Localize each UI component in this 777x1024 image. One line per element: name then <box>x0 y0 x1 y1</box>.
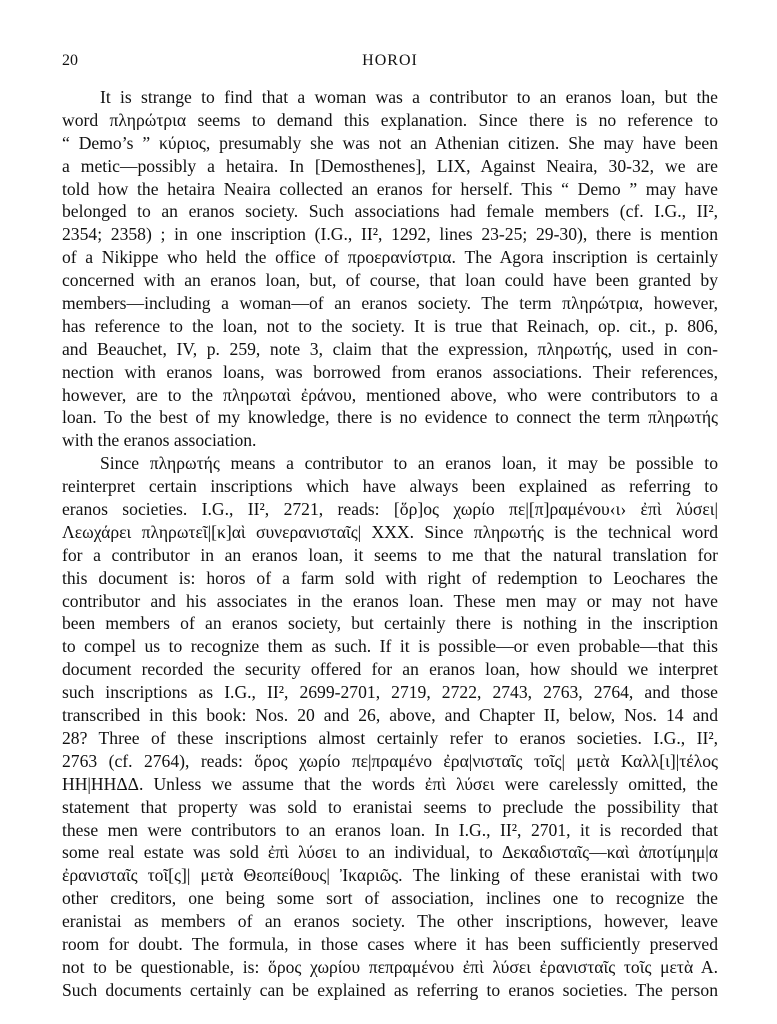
text-line: some real estate was sold ἐπὶ λύσει to an individual, to Δεκαδισταῖς—καὶ ἀποτίμημ|α <box>62 842 718 863</box>
text-line: been members of an eranos society, but certainly there is nothing in the inscription <box>62 613 718 634</box>
text-line: reinterpret certain inscriptions which have always been explained as referring to <box>62 476 718 497</box>
text-line: belonged to an eranos society. Such associations had female members (cf. I.G., II², <box>62 201 718 222</box>
text-line: Λεωχάρει πληρωτεῖ|[κ]αὶ συνερανισταῖς| XXX. Since πληρωτής is the technical word <box>62 521 718 542</box>
text-line: room for doubt. The formula, in those cases where it has been sufficiently preserved <box>62 933 718 954</box>
text-line: 2354; 2358) ; in one inscription (I.G., II², 1292, lines 23-25; 29-30), there is mention <box>62 224 718 245</box>
text-line: of a Nikippe who held the office of προερανίστρια. The Agora inscription is certainly <box>62 247 718 268</box>
text-line: told how the hetaira Neaira collected an eranos for herself. This “ Demo ” may have <box>62 178 718 199</box>
text-line: for a contributor in an eranos loan, it seems to me that the natural translation for <box>62 544 718 565</box>
text-line: other creditors, one being some sort of association, inclines one to recognize the <box>62 888 718 909</box>
text-line: such inscriptions as I.G., II², 2699-2701, 2719, 2722, 2743, 2763, 2764, and those <box>62 682 718 703</box>
text-line: Since πληρωτής means a contributor to an eranos loan, it may be possible to <box>100 453 718 474</box>
text-line: this document is: horos of a farm sold with right of redemption to Leochares the <box>62 567 718 588</box>
text-line: “ Demo’s ” κύριος, presumably she was not an Athenian citizen. She may have been <box>62 132 718 153</box>
text-line: statement that property was sold to eranistai seems to preclude the possibility that <box>62 796 718 817</box>
running-title: HOROI <box>362 52 418 69</box>
text-line: loan. To the best of my knowledge, there is no evidence to connect the term πληρωτής <box>62 407 718 428</box>
running-head <box>62 50 718 72</box>
text-line: to compel us to recognize them as such. If it is possible—or even probable—that this <box>62 636 718 657</box>
text-line: has reference to the loan, not to the society. It is true that Reinach, op. cit., p. 806, <box>62 315 718 336</box>
text-line: not to be questionable, is: ὅρος χωρίου πεπραμένου ἐπὶ λύσει ἐρανισταῖς τοῖς μετὰ Α. <box>62 956 718 977</box>
text-line: transcribed in this book: Nos. 20 and 26, above, and Chapter II, below, Nos. 14 and <box>62 705 718 726</box>
text-line: with the eranos association. <box>62 430 257 451</box>
body-text <box>62 86 718 1002</box>
text-line: a metic—possibly a hetaira. In [Demosthenes], LIX, Against Neaira, 30-32, we are <box>62 155 718 176</box>
text-line: however, are to the πληρωταὶ ἐράνου, mentioned above, who were contributors to a <box>62 384 718 405</box>
text-line: 2763 (cf. 2764), reads: ὅρος χωρίο πε|πραμένο ἐρα|νισταῖς τοῖς| μετὰ Καλλ[ι]|τέλος <box>62 750 718 771</box>
text-line: ΗΗ|ΗΗΔΔ. Unless we assume that the words ἐπὶ λύσει were carelessly omitted, the <box>62 773 718 794</box>
text-line: eranistai as members of an eranos society. The other inscriptions, however, leave <box>62 911 718 932</box>
text-line: eranos societies. I.G., II², 2721, reads: [ὅρ]ος χωρίο πε|[π]ραμένου‹ι› ἐπὶ λύσει| <box>62 499 718 520</box>
text-line: document recorded the security offered for an eranos loan, how should we interpret <box>62 659 718 680</box>
text-line: and Beauchet, IV, p. 259, note 3, claim that the expression, πληρωτής, used in con- <box>62 338 718 359</box>
text-line: 28? Three of these inscriptions almost certainly refer to eranos societies. I.G., II², <box>62 727 718 748</box>
text-line: nection with eranos loans, was borrowed from eranos associations. Their references, <box>62 361 718 382</box>
page-number: 20 <box>62 52 78 69</box>
text-line: ἐρανισταῖς τοῖ[ς]| μετὰ Θεοπείθους| Ἰκαριῶς. The linking of these eranistai with two <box>62 865 718 886</box>
text-line: concerned with an eranos loan, but, of course, that loan could have been granted by <box>62 270 718 291</box>
text-line: contributor and his associates in the eranos loan. These men may or may not have <box>62 590 718 611</box>
text-line: members—including a woman—of an eranos society. The term πληρώτρια, however, <box>62 293 718 314</box>
text-line: these men were contributors to an eranos loan. In I.G., II², 2701, it is recorded that <box>62 819 718 840</box>
text-line: It is strange to find that a woman was a contributor to an eranos loan, but the <box>100 87 718 107</box>
text-line: Such documents certainly can be explained as referring to eranos societies. The person <box>62 979 718 1000</box>
text-line: word πληρώτρια seems to demand this explanation. Since there is no reference to <box>62 109 718 130</box>
